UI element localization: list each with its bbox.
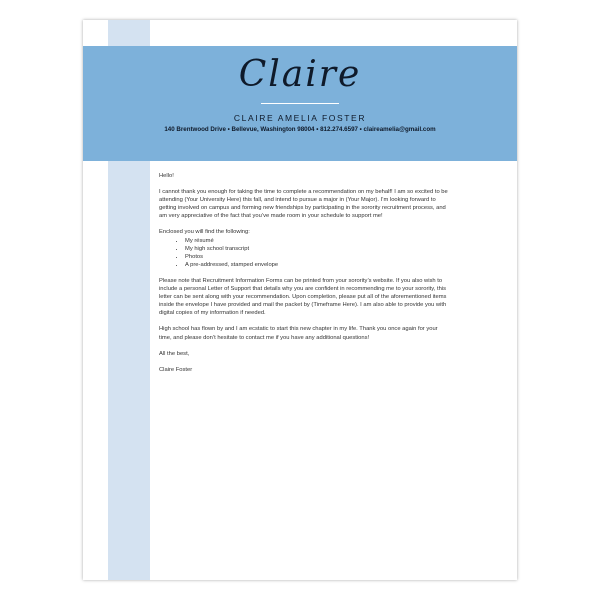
list-item: • My résumé [185, 237, 451, 245]
paragraph-instructions: Please note that Recruitment Information Forms can be printed from your sorority’s website. If you also wish to include a personal Letter of Support that details why you are confident in recommending me to your sorority, this letter can be sent along with your recommendation. Upon completion, please put all of the aforementioned items inside the envelope I have provided and mail the packet by (Timeframe Here). I am also able to provide you with digital copies of my information if needed. [159, 277, 447, 317]
letter-body [159, 172, 451, 382]
closing: All the best, [159, 350, 190, 357]
paragraph-intro: I cannot thank you enough for taking the time to complete a recommendation on my behalf! I am so excited to be attending (Your University Here) this fall, and intend to pursue a major in (Your Major). I’m looking forward to getting involved on campus and forming new friendships by participating in the sorority recruitment process, and am very appreciative of the fact that you’ve made room in your schedule to support me! [159, 189, 448, 220]
list-item: • A pre-addressed, stamped envelope [185, 261, 451, 269]
list-item: • Photos [185, 253, 451, 261]
signature-name: Claire Foster [159, 366, 193, 373]
letter-page [83, 20, 517, 580]
enclosure-list [159, 237, 451, 269]
list-intro: Enclosed you will find the following: [159, 229, 250, 236]
script-name-logo: Claire [238, 54, 362, 95]
contact-line: 140 Brentwood Drive • Bellevue, Washington 98004 • 812.274.6597 • claireamelia@gmail.com [164, 126, 436, 133]
header-divider [261, 103, 339, 104]
full-name: CLAIRE AMELIA FOSTER [233, 113, 367, 123]
paragraph-thanks: High school has flown by and I am ecstatic to start this new chapter in my life. Thank you once again for your time, and please don’t hesitate to contact me if you have any additional questions! [159, 326, 438, 341]
greeting: Hello! [159, 173, 174, 179]
list-item: • My high school transcript [185, 245, 451, 253]
header-band [83, 46, 517, 161]
